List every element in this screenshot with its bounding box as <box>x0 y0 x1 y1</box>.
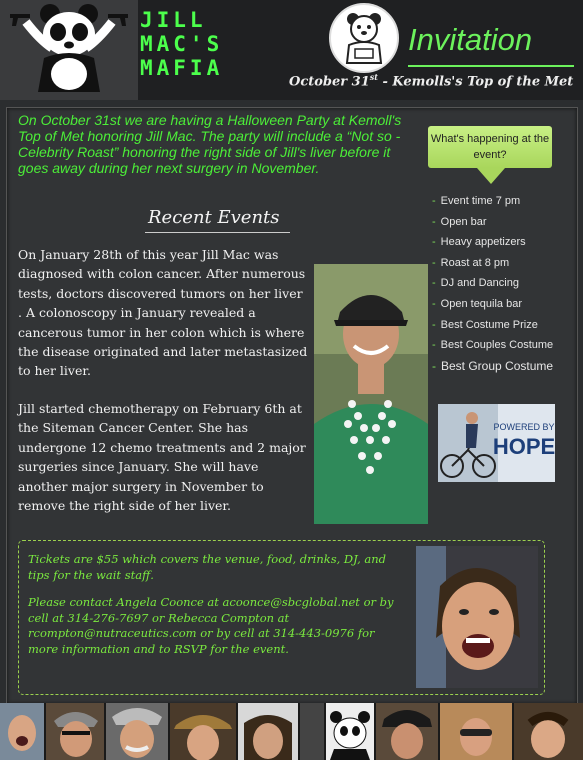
list-item: - Open bar <box>432 215 487 228</box>
bear-logo <box>329 3 399 73</box>
tickets-contact: Please contact Angela Coonce at acoonce@sbcglobal.net or by cell at 314-276-7697 or Rebecca Compton at rcompton@nutraceutics.com or by cell at 314-443-0976 for more information and to RSVP for the event. <box>28 595 394 656</box>
laughing-portrait-image <box>416 546 538 688</box>
title-underline <box>408 65 574 67</box>
event-subtitle <box>289 72 573 89</box>
jill-photo <box>314 264 428 524</box>
recent-events-heading: Recent Events <box>148 207 280 228</box>
brand-title <box>140 8 280 80</box>
mafia-logo <box>0 0 138 100</box>
dash-icon: - <box>432 236 436 249</box>
dash-icon: - <box>432 195 436 207</box>
list-item: - Best Costume Prize <box>432 318 538 331</box>
brand-line: MAC'S <box>140 32 224 56</box>
intro-text: On October 31st we are having a Halloween Party at Kemoll's Top of Met honoring Jill Mac. The party will include a “Not so - Celebrity Roast” honoring the right side of Jill's liver before it goes away during her next surgery in November. <box>18 112 402 176</box>
costume-photos-strip <box>0 703 583 760</box>
list-item: - Best Group Costume <box>432 358 554 373</box>
strip-photo <box>0 703 44 760</box>
list-item: - Open tequila bar <box>432 297 523 310</box>
hope-label: HOPE <box>492 434 555 459</box>
strip-photo <box>170 703 236 760</box>
invitation-title: Invitation <box>408 22 533 57</box>
strip-photo <box>376 703 438 760</box>
powered-by-label: POWERED BY <box>493 422 555 432</box>
strip-photo <box>238 703 298 760</box>
smiling-woman-photo <box>416 546 538 688</box>
list-item: - Event time 7 pm <box>432 195 521 207</box>
happening-callout: What's happening at the event? <box>428 126 552 168</box>
strip-photo <box>46 703 104 760</box>
cyclist-image <box>438 404 555 482</box>
subtitle-date: October 31 <box>289 74 370 90</box>
strip-photo <box>514 703 583 760</box>
woman-portrait-image <box>314 264 428 524</box>
brand-line: JILL <box>140 8 207 32</box>
dash-icon: - <box>432 277 436 290</box>
strip-photo <box>106 703 168 760</box>
list-item: - Roast at 8 pm <box>432 256 510 269</box>
dash-icon: - <box>432 215 436 228</box>
dash-icon: - <box>432 256 436 269</box>
strip-photo <box>300 703 374 760</box>
dash-icon: - <box>432 339 436 352</box>
event-details-list <box>432 191 553 376</box>
heading-underline <box>145 232 290 233</box>
brand-line: MAFIA <box>140 56 224 80</box>
hope-banner <box>438 404 555 482</box>
strip-photo <box>440 703 512 760</box>
treatment-paragraph: Jill started chemotherapy on February 6th at the Siteman Cancer Center. She has undergone 12 chemo treatments and 2 major surgeries since January. She will have another major surgery in November to remove the right side of her liver. <box>18 401 306 514</box>
diagnosis-paragraph: On January 28th of this year Jill Mac was diagnosed with colon cancer. After numerous tests, doctors discovered tumors on her liver . A colonoscopy in January revealed a cancerous tumor in her colon which is where the disease originated and later metastasized to her liver. <box>18 247 308 379</box>
bear-icon <box>331 5 397 71</box>
subtitle-sup: st <box>369 72 378 82</box>
dash-icon: - <box>432 318 436 331</box>
list-item: - Heavy appetizers <box>432 236 526 249</box>
tickets-price: Tickets are $55 which covers the venue, food, drinks, DJ, and tips for the wait staff. <box>28 552 387 582</box>
tickets-text <box>28 552 408 657</box>
subtitle-venue: - Kemolls's Top of the Met <box>377 74 574 90</box>
list-item: - Best Couples Costume <box>432 339 554 352</box>
dash-icon: - <box>432 297 436 310</box>
panda-gangster-icon <box>0 0 138 100</box>
dash-icon: - <box>432 358 436 373</box>
list-item: - DJ and Dancing <box>432 277 519 290</box>
callout-tail <box>477 168 505 184</box>
